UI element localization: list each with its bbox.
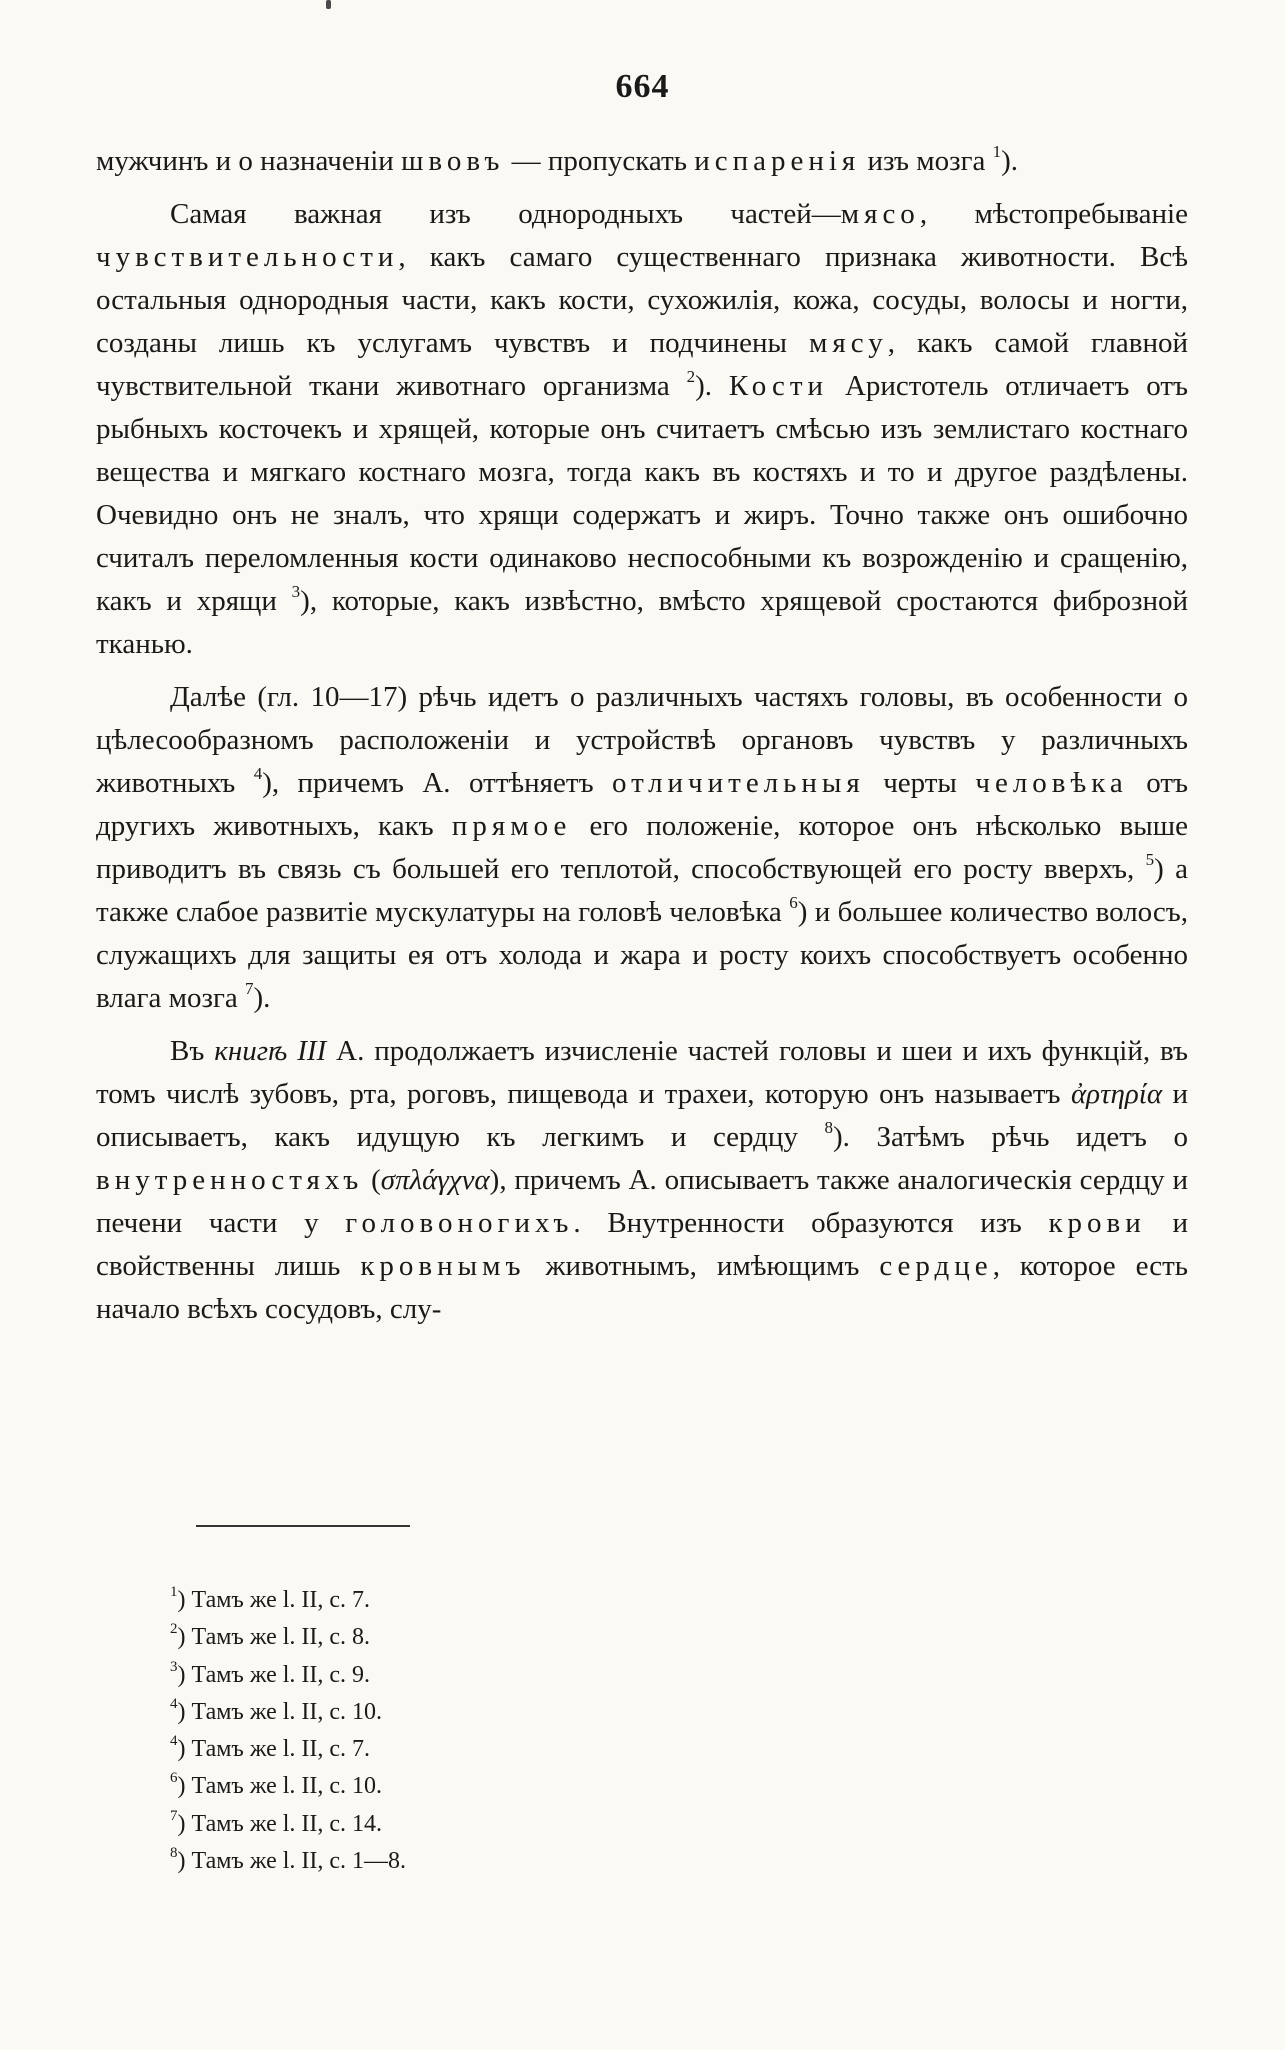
footnote-paren: ) [177,1736,186,1763]
footnotes [170,1582,770,1880]
page-number: 664 [615,68,670,105]
footnote-item [170,1657,770,1694]
footnote-paren: ) [177,1624,186,1651]
footnote-ref[interactable]: 6 [789,893,798,913]
text-run: изъ мозга [860,145,993,177]
footnote-text: Тамъ же l. II, c. 10. [185,1773,383,1800]
emphasis-text: внутренностяхъ [96,1164,364,1196]
footnote-ref[interactable]: 3 [291,582,301,602]
emphasis-text: швовъ [401,145,505,177]
text-run: ), причемъ А. описываетъ также аналогическія сердцу и печени части у [96,1164,1188,1239]
text-run: ( [363,1164,381,1196]
footnote-text: Тамъ же l. II, c. 7. [185,1736,371,1763]
footnote-number: 6 [170,1770,178,1787]
footnote-text: Тамъ же l. II, c. 9. [185,1661,371,1688]
text-run: . Внутренности образуются изъ [573,1207,1049,1239]
paragraph-2 [96,193,1188,666]
footnote-item [170,1806,770,1843]
footnote-paren: ) [177,1810,186,1837]
text-run: ). [253,982,271,1014]
footnote-number: 2 [170,1621,178,1638]
text-run: , какъ самаго существеннаго признака животности. Всѣ остальныя однородныя части, какъ кости, сухожилія, кожа, сосуды, волосы и ногти, созданы лишь къ услугамъ чувствъ и подчинены [96,241,1188,359]
footnote-text: Тамъ же l. II, c. 7. [185,1587,371,1613]
text-run: и свойственны лишь [96,1207,1188,1282]
text-run: и описываетъ, какъ идущую къ легкимъ и сердцу [96,1078,1188,1153]
main-text [96,140,1188,1341]
paragraph-1 [96,140,1188,183]
greek-term: ἀρτηρία [1070,1078,1163,1110]
text-run: мужчинъ и о назначеніи [96,145,402,177]
footnote-number: 7 [170,1807,178,1824]
footnote-item [170,1694,770,1731]
emphasis-text: Кости [728,370,829,402]
footnote-paren: ) [177,1698,186,1725]
text-run: черты [864,767,976,799]
text-run: ). [695,370,729,402]
footnote-paren: ) [177,1773,186,1800]
emphasis-text: мясо [840,198,920,230]
text-run: — пропускать [504,145,695,177]
text-run: А. продолжаетъ изчисленіе частей головы и шеи и ихъ функцій, въ томъ числѣ зубовъ, рта, роговъ, пищевода и трахеи, которую онъ называетъ [96,1035,1188,1110]
footnote-ref[interactable]: 4 [253,764,263,784]
footnote-ref[interactable]: 5 [1145,850,1155,870]
text-run: Далѣе (гл. 10—17) рѣчь идетъ о различныхъ частяхъ головы, въ особенности о цѣлесообразномъ расположеніи и устройствѣ органовъ чувствъ у различныхъ животныхъ [96,681,1188,799]
footnote-number: 8 [170,1845,178,1862]
emphasis-text: человѣка [975,767,1128,799]
footnote-ref[interactable]: 1 [992,142,1002,162]
text-run: ). [1001,145,1019,177]
emphasis-text: чувствительности [96,241,399,273]
emphasis-text: головоногихъ [345,1207,574,1239]
footnote-paren: ) [177,1587,186,1613]
footnote-text: Тамъ же l. II, c. 10. [185,1698,383,1725]
greek-term: σπλάγχνα [380,1164,490,1196]
footnote-text: Тамъ же l. II, c. 8. [185,1624,371,1651]
footnote-text: Тамъ же l. II, c. 14. [185,1810,383,1837]
footnote-number: 3 [170,1658,178,1675]
emphasis-text: сердце [879,1250,993,1282]
text-run: ) а также слабое развитіе мускулатуры на головѣ человѣка [96,853,1189,928]
emphasis-text: испаренія [694,145,861,177]
footnote-paren: ) [177,1848,186,1875]
footnote-number: 4 [170,1733,178,1750]
text-run: , которое есть начало всѣхъ сосудовъ, слу- [96,1250,1188,1325]
emphasis-text: прямое [451,810,572,842]
text-run: , какъ самой главной чувствительной ткани животнаго организма [96,327,1188,402]
text-run: Въ [170,1035,215,1067]
paragraph-3 [96,676,1188,1020]
footnote-paren: ) [177,1661,186,1688]
footnote-divider [196,1525,410,1527]
text-run: ), которые, какъ извѣстно, вмѣсто хрящевой сростаются фиброзной тканью. [96,585,1188,660]
text-run: ) и большее количество волосъ, служащихъ для защиты ея отъ холода и жара и росту коихъ способствуетъ особенно влага мозга [96,896,1189,1014]
emphasis-text: мясу [809,327,888,359]
text-run: ). Затѣмъ рѣчь идетъ о [833,1121,1188,1153]
text-run: Самая важная изъ однородныхъ частей— [170,198,841,230]
footnote-item [170,1582,770,1619]
text-run: животнымъ, имѣющимъ [525,1250,880,1282]
footnote-ref[interactable]: 2 [686,367,696,387]
footnote-number: 4 [170,1695,178,1712]
emphasis-text: крови [1048,1207,1146,1239]
text-run: его положеніе, которое онъ нѣсколько выше приводитъ въ связь съ большей его теплотой, способствующей его росту вверхъ, [96,810,1188,885]
footnote-item [170,1731,770,1768]
text-run: Аристотель отличаетъ отъ рыбныхъ косточекъ и хрящей, которые онъ считаетъ смѣсью изъ землистаго костнаго вещества и мягкаго костнаго мозга, тогда какъ въ костяхъ и то и другое раздѣлены. Очевидно онъ не зналъ, что хрящи содержатъ и жиръ. Точно также онъ ошибочно считалъ переломленныя кости одинаково неспособными къ возрожденію и сращенію, какъ и хрящи [96,370,1188,617]
paragraph-4 [96,1030,1188,1331]
footnote-item [170,1768,770,1805]
text-run: ), причемъ А. оттѣняетъ [262,767,612,799]
italic-text: книгѣ III [214,1035,327,1067]
emphasis-text: отличительныя [612,767,865,799]
footnote-text: Тамъ же l. II, c. 1—8. [185,1848,407,1875]
ink-dot [326,0,331,9]
footnote-item [170,1619,770,1656]
text-run: , мѣстопребываніе [919,198,1188,230]
footnote-ref[interactable]: 7 [245,979,254,999]
emphasis-text: кровнымъ [360,1250,526,1282]
footnote-item [170,1843,770,1880]
text-run: отъ другихъ животныхъ, какъ [96,767,1188,842]
footnote-number: 1 [170,1584,178,1600]
footnote-ref[interactable]: 8 [824,1118,834,1138]
